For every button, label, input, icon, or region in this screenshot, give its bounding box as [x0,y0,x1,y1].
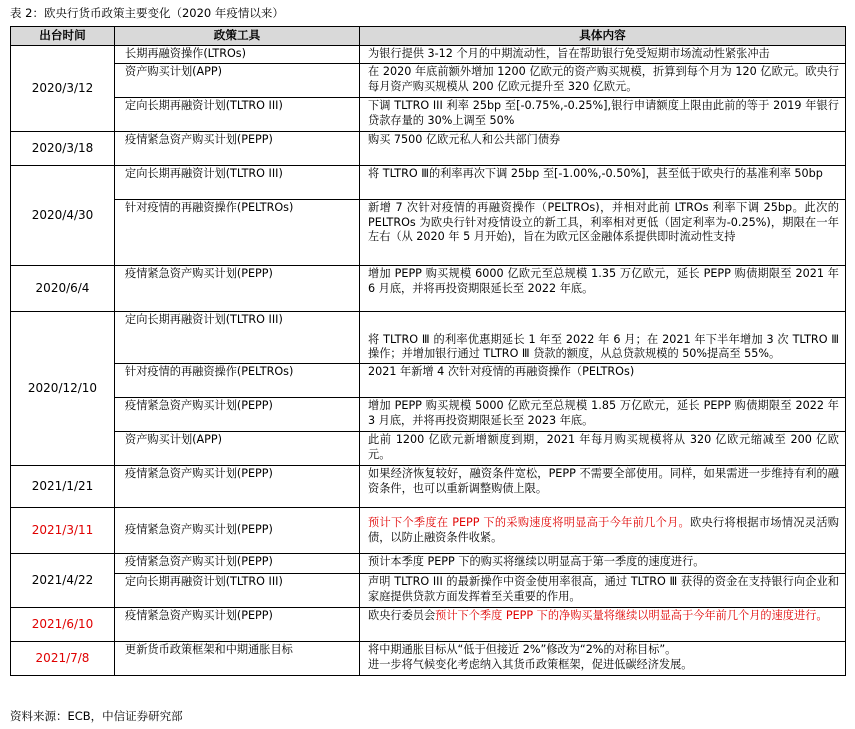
row-tool: 定向长期再融资计划(TLTRO III) [115,166,360,200]
header-content: 具体内容 [360,27,846,46]
content-text: 欧央行委员会 [368,609,436,622]
table-row [11,398,846,432]
table-row [11,64,846,98]
row-content: 2021 年新增 4 次针对疫情的再融资操作（PELTROs) [360,364,846,398]
table-caption: 表 2：欧央行货币政策主要变化（2020 年疫情以来） [10,6,284,20]
highlighted-text: 预计下个季度在 PEPP 下的采购速度将明显高于今年前几个月。 [368,515,691,529]
table-row [11,554,846,574]
row-tool: 针对疫情的再融资操作(PELTROs) [115,364,360,398]
row-date: 2020/3/18 [11,132,115,166]
content-text: 将中期通胀目标从“低于但接近 2%”修改为“2%的对称目标”。 [368,643,677,656]
row-date: 2020/4/30 [11,166,115,266]
row-tool: 针对疫情的再融资操作(PELTROs) [115,200,360,266]
row-content [360,642,846,676]
content-text: 欧央行将根据市场情况灵活购债，以防止融资条件收紧。 [368,515,839,544]
row-tool: 疫情紧急资产购买计划(PEPP) [115,132,360,166]
header-date: 出台时间 [11,27,115,46]
table-row [11,132,846,166]
row-content: 此前 1200 亿欧元新增额度到期，2021 年每月购买规模将从 320 亿欧元缩减至 200 亿欧元。 [360,432,846,466]
table-row [11,166,846,200]
table-row [11,364,846,398]
highlighted-text: 预计下个季度 PEPP 下的净购买量将继续以明显高于今年前几个月的速度进行。 [435,609,828,622]
row-content [360,508,846,554]
row-content: 如果经济恢复较好，融资条件宽松，PEPP 不需要全部使用。同样，如果需进一步维持有利的融资条件，也可以重新调整购债上限。 [360,466,846,508]
policy-table [10,26,846,676]
row-content: 新增 7 次针对疫情的再融资操作（PELTROs)，并相对此前 LTROs 利率下调 25bp。此次的 PELTROs 为欧央行针对疫情设立的新工具，利率相对更低（固定利率为-0.25%)，期限在一年左右（从 2020 年 5 月开始)，旨在为欧元区金融体系提供即时流动性支持 [360,200,846,266]
table-row [11,46,846,64]
row-date: 2020/6/4 [11,266,115,312]
table-row [11,574,846,608]
table-row [11,200,846,266]
table-row [11,98,846,132]
row-tool: 更新货币政策框架和中期通胀目标 [115,642,360,676]
row-content: 声明 TLTRO III 的最新操作中资金使用率很高，通过 TLTRO Ⅲ 获得的资金在支持银行向企业和家庭提供贷款方面发挥着至关重要的作用。 [360,574,846,608]
row-tool: 定向长期再融资计划(TLTRO III) [115,98,360,132]
row-content: 购买 7500 亿欧元私人和公共部门债券 [360,132,846,166]
row-date: 2021/4/22 [11,554,115,608]
row-content [360,608,846,642]
row-content: 增加 PEPP 购买规模 5000 亿欧元至总规模 1.85 万亿欧元，延长 PEPP 购债期限至 2022 年 3 月底，并将再投资期限延长至 2023 年底。 [360,398,846,432]
row-content: 预计本季度 PEPP 下的购买将继续以明显高于第一季度的速度进行。 [360,554,846,574]
table-row [11,466,846,508]
source-note: 资料来源：ECB，中信证券研究部 [10,709,183,723]
row-tool: 资产购买计划(APP) [115,432,360,466]
row-tool: 长期再融资操作(LTROs) [115,46,360,64]
row-content: 下调 TLTRO III 利率 25bp 至[-0.75%,-0.25%],银行申请额度上限由此前的等于 2019 年银行贷款存量的 30%上调至 50% [360,98,846,132]
row-tool: 疫情紧急资产购买计划(PEPP) [115,554,360,574]
row-content: 将 TLTRO Ⅲ 的利率优惠期延长 1 年至 2022 年 6 月；在 2021 年下半年增加 3 次 TLTRO Ⅲ 操作；并增加银行通过 TLTRO Ⅲ 贷款的额度，从总贷款规模的 50%提高至 55%。 [360,312,846,364]
row-tool: 疫情紧急资产购买计划(PEPP) [115,466,360,508]
header-tool: 政策工具 [115,27,360,46]
row-date: 2020/3/12 [11,46,115,132]
row-date: 2021/1/21 [11,466,115,508]
table-row [11,608,846,642]
row-content: 将 TLTRO Ⅲ的利率再次下调 25bp 至[-1.00%,-0.50%]，甚至低于欧央行的基准利率 50bp [360,166,846,200]
row-date: 2020/12/10 [11,312,115,466]
row-tool: 疫情紧急资产购买计划(PEPP) [115,398,360,432]
table-row [11,312,846,364]
row-tool: 疫情紧急资产购买计划(PEPP) [115,508,360,554]
row-content: 增加 PEPP 购买规模 6000 亿欧元至总规模 1.35 万亿欧元，延长 PEPP 购债期限至 2021 年 6 月底，并将再投资期限延长至 2022 年底。 [360,266,846,312]
table-row [11,642,846,676]
row-date: 2021/6/10 [11,608,115,642]
row-tool: 定向长期再融资计划(TLTRO III) [115,574,360,608]
row-content: 在 2020 年底前额外增加 1200 亿欧元的资产购买规模，折算到每个月为 120 亿欧元。欧央行每月资产购买规模从 200 亿欧元提升至 320 亿欧元。 [360,64,846,98]
table-row [11,508,846,554]
row-tool: 定向长期再融资计划(TLTRO III) [115,312,360,364]
row-date: 2021/7/8 [11,642,115,676]
content-text-2: 进一步将气候变化考虑纳入其货币政策框架，促进低碳经济发展。 [368,657,693,671]
row-tool: 疫情紧急资产购买计划(PEPP) [115,266,360,312]
table-header-row [11,27,846,46]
row-date: 2021/3/11 [11,508,115,554]
row-tool: 疫情紧急资产购买计划(PEPP) [115,608,360,642]
row-tool: 资产购买计划(APP) [115,64,360,98]
table-row [11,432,846,466]
table-row [11,266,846,312]
row-content: 为银行提供 3-12 个月的中期流动性，旨在帮助银行免受短期市场流动性紧张冲击 [360,46,846,64]
